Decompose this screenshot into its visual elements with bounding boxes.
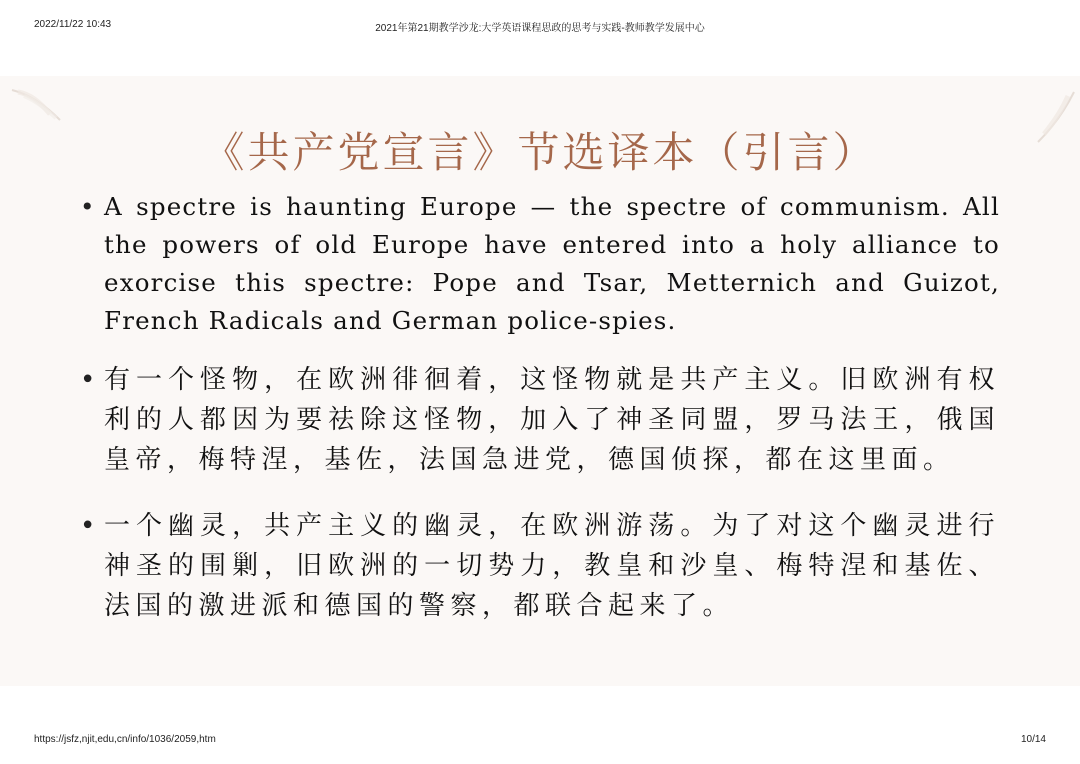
slide: [0, 76, 1080, 686]
bullet-english-original: • A spectre is haunting Europe — the spectre of communism. All the powers of old Europe have entered into a holy alliance to exorcise this spectre: Pope and Tsar, Metternich and Guizot, French Radicals and German police-spies.: [80, 188, 1000, 340]
feather-icon: [10, 84, 70, 124]
print-page-title: 2021年第21期教学沙龙:大学英语课程思政的思考与实践-教师教学发展中心: [375, 23, 705, 34]
bullet-list: [80, 188, 1000, 626]
bullet-chinese-translation-2: • 一个幽灵，共产主义的幽灵，在欧洲游荡。为了对这个幽灵进行神圣的围剿，旧欧洲的一切势力，教皇和沙皇、梅特涅和基佐、法国的激进派和德国的警察，都联合起来了。: [80, 506, 1000, 626]
print-datetime: 2022/11/22 10:43: [34, 19, 112, 30]
print-url: https://jsfz,njit,edu,cn/info/1036/2059,htm: [34, 734, 216, 745]
slide-title: 《共产党宣言》节选译本（引言）: [202, 128, 878, 177]
print-page-number: 10/14: [1020, 734, 1046, 745]
bullet-chinese-translation-1: • 有一个怪物，在欧洲徘徊着，这怪物就是共产主义。旧欧洲有权利的人都因为要祛除这怪物，加入了神圣同盟，罗马法王，俄国皇帝，梅特涅，基佐，法国急进党，德国侦探，都在这里面。: [80, 360, 1000, 480]
